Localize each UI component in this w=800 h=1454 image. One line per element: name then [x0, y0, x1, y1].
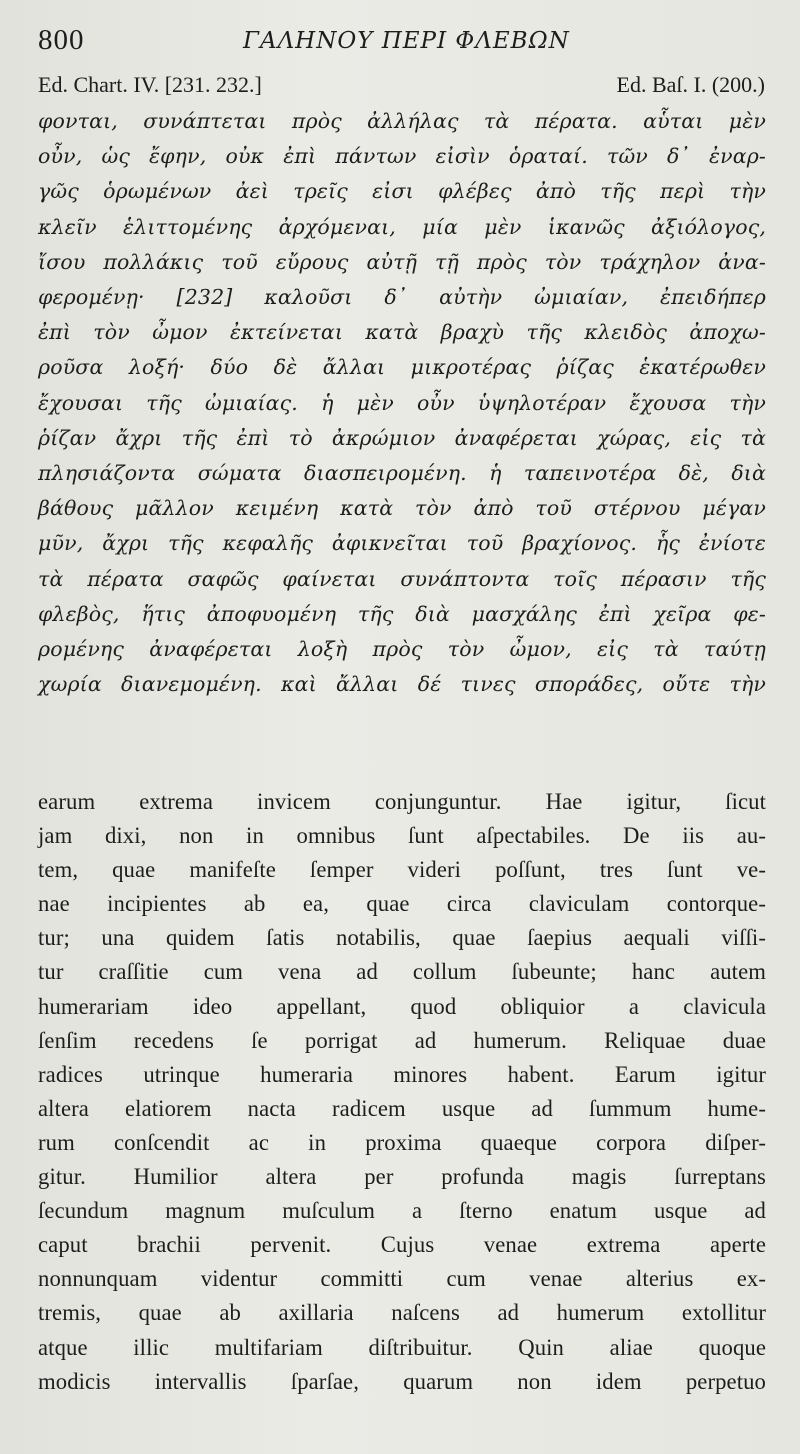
latin-text-line: atque illic multifariam diſtribuitur. Quin aliae quoque: [38, 1334, 766, 1360]
edition-reference-left: Ed. Chart. IV. [231. 232.]: [38, 72, 262, 97]
latin-text-line: jam dixi, non in omnibus ſunt aſpectabiles. De iis au-: [38, 823, 766, 849]
latin-text-line: radices utrinque humeraria minores habent. Earum igitur: [38, 1061, 766, 1087]
latin-text-line: humerariam ideo appellant, quod obliquior a clavicula: [38, 993, 766, 1019]
greek-text-line: ρομένης ἀναφέρεται λοξὴ πρὸς τὸν ὦμον, εἰς τὰ ταύτῃ: [38, 637, 766, 662]
greek-text-line: οὖν, ὡς ἔφην, οὐκ ἐπὶ πάντων εἰσὶν ὁραταί. τῶν δ᾽ ἐναρ-: [38, 144, 766, 169]
greek-text-line: ροῦσα λοξή· δύο δὲ ἄλλαι μικροτέρας ῥίζας ἑκατέρωθεν: [38, 355, 766, 380]
greek-text-line: ῥίζαν ἄχρι τῆς ἐπὶ τὸ ἀκρώμιον ἀναφέρεται χώρας, εἰς τὰ: [38, 425, 766, 450]
latin-text-line: rum conſcendit ac in proxima quaeque corpora diſper-: [38, 1129, 766, 1155]
latin-text-line: nonnunquam videntur committi cum venae alterius ex-: [38, 1266, 766, 1292]
latin-text-line: caput brachii pervenit. Cujus venae extrema aperte: [38, 1232, 766, 1258]
latin-text-line: tur craſſitie cum vena ad collum ſubeunte; hanc autem: [38, 959, 766, 985]
latin-text-line: tremis, quae ab axillaria naſcens ad humerum extollitur: [38, 1300, 766, 1326]
greek-text-line: ἔχουσαι τῆς ὠμιαίας. ἡ μὲν οὖν ὑψηλοτέραν ἔχουσα τὴν: [38, 390, 766, 415]
page-number: 800: [38, 24, 85, 56]
edition-reference-row: [38, 72, 765, 102]
latin-text-line: gitur. Humilior altera per profunda magis ſurreptans: [38, 1164, 766, 1190]
greek-text-line: τὰ πέρατα σαφῶς φαίνεται συνάπτοντα τοῖς πέρασιν τῆς: [38, 566, 766, 591]
page-header: [38, 22, 768, 62]
greek-text-line: κλεῖν ἑλιττομένης ἀρχόμεναι, μία μὲν ἱκανῶς ἀξιόλογος,: [38, 214, 766, 239]
latin-text-block: [38, 785, 766, 1399]
greek-text-line: γῶς ὁρωμένων ἀεὶ τρεῖς εἰσι φλέβες ἀπὸ τῆς περὶ τὴν: [38, 179, 766, 204]
latin-text-line: altera elatiorem nacta radicem usque ad ſummum hume-: [38, 1095, 766, 1121]
running-title: ΓΑΛΗΝΟΥ ΠΕΡΙ ΦΛΕΒΩΝ: [243, 28, 570, 54]
greek-text-line: βάθους μᾶλλον κειμένη κατὰ τὸν ἀπὸ τοῦ στέρνου μέγαν: [38, 496, 766, 521]
greek-text-line: φερομένῃ· [232] καλοῦσι δ᾽ αὐτὴν ὠμιαίαν, ἐπειδήπερ: [38, 285, 766, 310]
latin-text-line: ſecundum magnum muſculum a ſterno enatum usque ad: [38, 1198, 766, 1224]
greek-text-line: πλησιάζοντα σώματα διασπειρομένη. ἡ ταπεινοτέρα δὲ, διὰ: [38, 461, 766, 486]
latin-text-line: modicis intervallis ſparſae, quarum non idem perpetuo: [38, 1368, 766, 1394]
greek-text-block: [38, 104, 766, 702]
latin-text-line: tur; una quidem ſatis notabilis, quae ſaepius aequali viſſi-: [38, 925, 766, 951]
latin-text-line: ſenſim recedens ſe porrigat ad humerum. Reliquae duae: [38, 1027, 766, 1053]
greek-text-line: φλεβὸς, ἥτις ἀποφυομένη τῆς διὰ μασχάλης ἐπὶ χεῖρα φε-: [38, 601, 766, 626]
greek-text-line: μῦν, ἄχρι τῆς κεφαλῆς ἀφικνεῖται τοῦ βραχίονος. ἧς ἐνίοτε: [38, 531, 766, 556]
greek-text-line: φονται, συνάπτεται πρὸς ἀλλήλας τὰ πέρατα. αὗται μὲν: [38, 109, 766, 133]
greek-text-line: χωρία διανεμομένη. καὶ ἄλλαι δέ τινες σποράδες, οὔτε τὴν: [38, 672, 766, 697]
latin-text-line: nae incipientes ab ea, quae circa claviculam contorque-: [38, 891, 766, 917]
show-through-band: [38, 745, 766, 769]
edition-reference-right: Ed. Baſ. I. (200.): [616, 72, 765, 97]
greek-text-line: ἴσου πολλάκις τοῦ εὔρους αὐτῇ τῇ πρὸς τὸν τράχηλον ἀνα-: [38, 249, 766, 274]
latin-text-line: earum extrema invicem conjunguntur. Hae igitur, ſicut: [38, 789, 766, 814]
greek-text-line: ἐπὶ τὸν ὦμον ἐκτείνεται κατὰ βραχὺ τῆς κλειδὸς ἀποχω-: [38, 320, 766, 345]
latin-text-line: tem, quae manifeſte ſemper videri poſſunt, tres ſunt ve-: [38, 857, 766, 883]
